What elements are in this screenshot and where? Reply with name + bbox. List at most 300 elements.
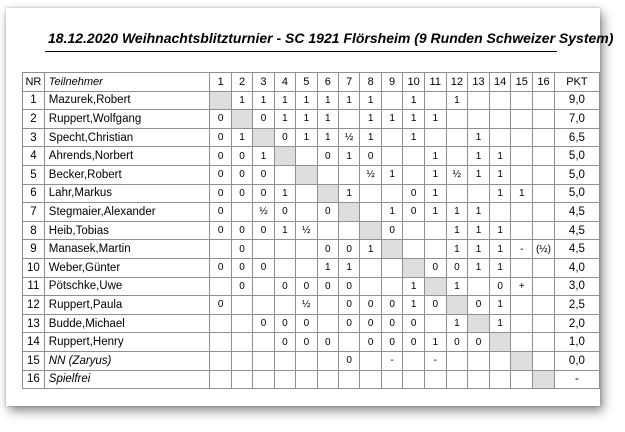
result-cell: 0 [210,128,231,147]
result-cell [338,110,359,129]
result-cell [274,351,295,370]
header-round-5: 5 [296,73,317,92]
result-cell [296,203,317,222]
player-number: 8 [23,221,45,240]
table-row [23,221,600,240]
result-cell [253,296,274,315]
result-cell: 0 [253,165,274,184]
result-cell: 0 [317,147,338,166]
result-cell: 1 [338,184,359,203]
result-cell [468,277,490,296]
result-cell [511,333,533,352]
result-cell: 1 [253,91,274,110]
result-cell: 0 [253,258,274,277]
result-cell: 0 [296,314,317,333]
result-cell [317,314,338,333]
result-cell [210,351,231,370]
header-round-4: 4 [274,73,295,92]
result-cell: 0 [338,240,359,259]
header-round-2: 2 [231,73,252,92]
player-points: - [554,370,599,389]
result-cell [231,203,252,222]
result-cell: 1 [424,147,446,166]
result-cell: 1 [317,258,338,277]
result-cell: 1 [403,91,425,110]
header-round-11: 11 [424,73,446,92]
result-cell [231,110,252,129]
result-cell [446,351,468,370]
header-round-8: 8 [360,73,381,92]
result-cell [274,296,295,315]
player-name: Lahr,Markus [44,184,210,203]
result-cell: 1 [489,296,511,315]
player-number: 16 [23,370,45,389]
result-cell: (½) [533,240,555,259]
result-cell [424,221,446,240]
result-cell: 1 [446,277,468,296]
result-cell [360,351,381,370]
player-points: 0,0 [554,351,599,370]
result-cell: 0 [296,333,317,352]
result-cell: 0 [253,221,274,240]
result-cell [468,351,490,370]
result-cell: ½ [253,203,274,222]
player-number: 9 [23,240,45,259]
result-cell [446,110,468,129]
result-cell [511,314,533,333]
result-cell: - [511,240,533,259]
result-cell: 1 [468,221,490,240]
result-cell: 0 [468,333,490,352]
result-cell: 1 [424,184,446,203]
result-cell [511,221,533,240]
result-cell [210,370,231,389]
result-cell [296,147,317,166]
header-nr: NR [23,73,45,92]
result-cell [296,165,317,184]
table-row [23,314,600,333]
header-round-1: 1 [210,73,231,92]
result-cell [381,277,402,296]
player-number: 1 [23,91,45,110]
result-cell [296,240,317,259]
result-cell [381,147,402,166]
result-cell: 0 [381,296,402,315]
player-number: 14 [23,333,45,352]
player-name: Ruppert,Wolfgang [44,110,210,129]
player-name: Manasek,Martin [44,240,210,259]
result-cell: 1 [381,165,402,184]
result-cell: 1 [274,110,295,129]
result-cell [533,370,555,389]
result-cell [489,351,511,370]
result-cell [489,370,511,389]
result-cell: 1 [446,240,468,259]
result-cell: 0 [210,184,231,203]
result-cell: 1 [296,110,317,129]
table-row [23,203,600,222]
result-cell: 0 [210,221,231,240]
result-cell: 1 [489,221,511,240]
result-cell [231,314,252,333]
result-cell [468,184,490,203]
result-cell [253,277,274,296]
result-cell: 0 [403,184,425,203]
player-name: Budde,Michael [44,314,210,333]
player-points: 4,5 [554,240,599,259]
result-cell [511,128,533,147]
result-cell [489,128,511,147]
result-cell [533,184,555,203]
player-points: 5,0 [554,147,599,166]
result-cell [403,147,425,166]
result-cell: 1 [381,110,402,129]
table-row [23,91,600,110]
result-cell: ½ [338,128,359,147]
result-cell [424,91,446,110]
result-cell [274,240,295,259]
result-cell: 1 [317,110,338,129]
result-cell: 0 [253,110,274,129]
result-cell: 0 [253,314,274,333]
result-cell: 0 [424,296,446,315]
result-cell [446,370,468,389]
player-name: NN (Zaryus) [44,351,210,370]
result-cell [253,370,274,389]
result-cell: 0 [253,184,274,203]
result-cell: 1 [489,165,511,184]
result-cell: 1 [424,333,446,352]
result-cell [446,296,468,315]
player-points: 1,0 [554,333,599,352]
result-cell [360,221,381,240]
player-points: 3,0 [554,277,599,296]
player-points: 4,5 [554,203,599,222]
result-cell: 0 [317,203,338,222]
result-cell [511,165,533,184]
player-name: Becker,Robert [44,165,210,184]
result-cell [274,258,295,277]
table-row [23,184,600,203]
result-cell: 0 [338,296,359,315]
result-cell [511,110,533,129]
result-cell: 0 [231,240,252,259]
header-round-7: 7 [338,73,359,92]
result-cell: ½ [360,165,381,184]
result-cell [317,221,338,240]
result-cell [533,296,555,315]
header-round-6: 6 [317,73,338,92]
result-cell: 1 [338,91,359,110]
result-cell: 0 [360,314,381,333]
result-cell [424,314,446,333]
table-row [23,296,600,315]
result-cell [533,221,555,240]
player-name: Pötschke,Uwe [44,277,210,296]
result-cell: 1 [360,240,381,259]
result-cell: 0 [403,333,425,352]
result-cell: 1 [403,296,425,315]
result-cell: 1 [468,258,490,277]
result-cell [381,240,402,259]
result-cell: 1 [446,314,468,333]
result-cell [381,128,402,147]
result-cell: 0 [210,203,231,222]
result-cell [424,277,446,296]
player-name: Mazurek,Robert [44,91,210,110]
result-cell: 1 [468,240,490,259]
result-cell [468,370,490,389]
result-cell: 0 [338,277,359,296]
result-cell: ½ [296,296,317,315]
result-cell: 0 [296,277,317,296]
result-cell: 1 [274,184,295,203]
header-pkt: PKT [554,73,599,92]
result-cell [338,203,359,222]
result-cell [253,333,274,352]
result-cell: 1 [360,110,381,129]
result-cell: 0 [274,333,295,352]
result-cell [381,91,402,110]
result-cell [338,221,359,240]
result-cell: 0 [274,277,295,296]
result-cell: 0 [360,296,381,315]
result-cell [274,147,295,166]
result-cell [489,333,511,352]
result-cell [231,333,252,352]
player-number: 5 [23,165,45,184]
result-cell: 0 [403,314,425,333]
result-cell [511,203,533,222]
result-cell: 0 [317,333,338,352]
player-points: 5,0 [554,184,599,203]
result-cell [533,351,555,370]
result-cell [424,128,446,147]
result-cell [403,370,425,389]
result-cell [533,165,555,184]
result-cell [360,258,381,277]
crosstable-sheet [6,8,614,406]
result-cell [403,165,425,184]
result-cell [360,370,381,389]
result-cell [533,147,555,166]
result-cell: 0 [210,165,231,184]
result-cell [360,277,381,296]
result-cell [231,370,252,389]
result-cell: 0 [231,165,252,184]
player-number: 7 [23,203,45,222]
result-cell: 1 [489,314,511,333]
result-cell: 0 [317,240,338,259]
player-name: Weber,Günter [44,258,210,277]
result-cell: 1 [424,203,446,222]
player-points: 9,0 [554,91,599,110]
result-cell: 1 [317,91,338,110]
result-cell [210,91,231,110]
result-cell [403,221,425,240]
result-cell: 0 [210,296,231,315]
result-cell: 1 [231,128,252,147]
player-points: 2,0 [554,314,599,333]
result-cell: 1 [468,128,490,147]
player-points: 6,5 [554,128,599,147]
result-cell: 0 [381,314,402,333]
result-cell [360,184,381,203]
result-cell: 1 [468,165,490,184]
result-cell [424,370,446,389]
player-name: Ruppert,Paula [44,296,210,315]
result-cell [210,314,231,333]
result-cell: 1 [403,128,425,147]
result-cell: ½ [446,165,468,184]
result-cell: 1 [296,91,317,110]
result-cell [489,91,511,110]
result-cell: 0 [231,184,252,203]
result-cell [274,165,295,184]
table-row [23,258,600,277]
result-cell: 0 [360,147,381,166]
player-name: Heib,Tobias [44,221,210,240]
result-cell: 0 [446,333,468,352]
crosstable [22,72,600,389]
result-cell: 1 [403,277,425,296]
result-cell [446,147,468,166]
result-cell [533,128,555,147]
result-cell [381,258,402,277]
result-cell [317,165,338,184]
result-cell: 0 [231,277,252,296]
player-number: 12 [23,296,45,315]
result-cell: 1 [489,258,511,277]
player-number: 6 [23,184,45,203]
result-cell: 1 [381,203,402,222]
result-cell: 0 [381,221,402,240]
result-cell: 1 [231,91,252,110]
result-cell [210,240,231,259]
result-cell [468,110,490,129]
table-row [23,110,600,129]
player-number: 4 [23,147,45,166]
player-points: 5,0 [554,165,599,184]
table-row [23,333,600,352]
header-round-13: 13 [468,73,490,92]
result-cell: 1 [489,184,511,203]
result-cell: 1 [296,128,317,147]
result-cell: 1 [274,221,295,240]
header-teilnehmer: Teilnehmer [44,73,210,92]
result-cell [231,296,252,315]
header-round-10: 10 [403,73,425,92]
result-cell [231,351,252,370]
player-number: 10 [23,258,45,277]
result-cell [338,370,359,389]
result-cell: 0 [446,258,468,277]
result-cell [446,128,468,147]
player-points: 4,0 [554,258,599,277]
result-cell [274,370,295,389]
table-row [23,240,600,259]
result-cell [511,296,533,315]
result-cell [533,91,555,110]
result-cell: - [424,351,446,370]
result-cell: 1 [489,240,511,259]
result-cell: 0 [210,258,231,277]
header-round-16: 16 [533,73,555,92]
table-row [23,277,600,296]
header-round-12: 12 [446,73,468,92]
result-cell [296,370,317,389]
result-cell [381,184,402,203]
player-points: 4,5 [554,221,599,240]
player-number: 11 [23,277,45,296]
result-cell [253,351,274,370]
result-cell: 1 [446,221,468,240]
result-cell: 0 [210,147,231,166]
result-cell: 0 [231,221,252,240]
player-number: 2 [23,110,45,129]
result-cell [533,258,555,277]
result-cell [338,165,359,184]
result-cell: 0 [231,258,252,277]
result-cell: 0 [381,333,402,352]
result-cell: 0 [338,314,359,333]
result-cell: 1 [317,128,338,147]
result-cell: 1 [446,91,468,110]
result-cell [533,277,555,296]
result-cell: 0 [424,258,446,277]
result-cell [338,333,359,352]
result-cell [403,258,425,277]
player-number: 13 [23,314,45,333]
result-cell: 0 [338,351,359,370]
result-cell: 1 [360,128,381,147]
table-row [23,351,600,370]
result-cell [317,370,338,389]
result-cell: 1 [424,165,446,184]
result-cell: + [511,277,533,296]
player-number: 15 [23,351,45,370]
result-cell [296,184,317,203]
result-cell: 0 [231,147,252,166]
result-cell [489,203,511,222]
result-cell: 1 [253,147,274,166]
result-cell: 1 [338,147,359,166]
result-cell: 0 [210,110,231,129]
result-cell: 1 [511,184,533,203]
header-round-15: 15 [511,73,533,92]
result-cell [296,351,317,370]
result-cell [424,240,446,259]
table-row [23,370,600,389]
result-cell: 1 [360,91,381,110]
result-cell [511,351,533,370]
result-cell: 0 [468,296,490,315]
result-cell [381,370,402,389]
result-cell: 1 [274,91,295,110]
result-cell [468,314,490,333]
result-cell: 1 [468,203,490,222]
result-cell [317,184,338,203]
result-cell [210,277,231,296]
result-cell [489,110,511,129]
table-row [23,147,600,166]
player-name: Spielfrei [44,370,210,389]
player-name: Stegmaier,Alexander [44,203,210,222]
result-cell: 0 [317,277,338,296]
result-cell [511,370,533,389]
header-round-14: 14 [489,73,511,92]
player-name: Ahrends,Norbert [44,147,210,166]
